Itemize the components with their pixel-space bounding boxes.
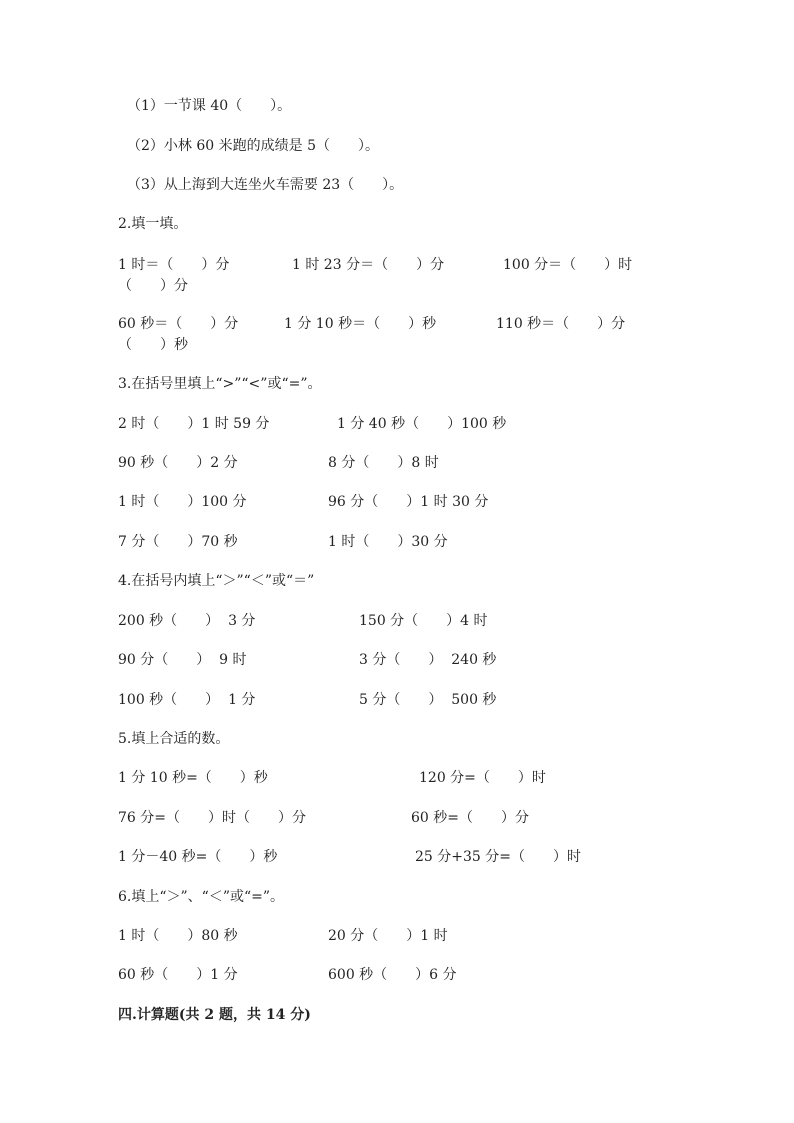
question-1-2: （2）小林 60 米跑的成绩是 5（ ）。 bbox=[127, 138, 379, 154]
section-2-title: 2.填一填。 bbox=[118, 216, 188, 232]
section-6-title: 6.填上“＞”、“＜”或“=”。 bbox=[118, 889, 285, 905]
section-2-row2-c: 110 秒＝（ ）分 bbox=[496, 316, 626, 332]
section-2-row1-a: 1 时＝（ ）分 bbox=[118, 257, 230, 273]
section-2-row1-c-cont: （ ）分 bbox=[118, 278, 188, 294]
section-3-row3-a: 1 时（ ）100 分 bbox=[118, 494, 247, 510]
section-6-row1-a: 1 时（ ）80 秒 bbox=[118, 928, 238, 944]
section-4-row3-b: 5 分（ ） 500 秒 bbox=[359, 692, 497, 708]
section-4-row3-a: 100 秒（ ） 1 分 bbox=[118, 692, 256, 708]
section-5-row3-a: 1 分－40 秒=（ ）秒 bbox=[118, 849, 278, 865]
question-1-1: （1）一节课 40（ ）。 bbox=[127, 98, 292, 114]
section-3-row1-b: 1 分 40 秒（ ）100 秒 bbox=[337, 416, 507, 432]
section-2-row1-c: 100 分＝（ ）时 bbox=[503, 257, 633, 273]
section-4-row2-a: 90 分（ ） 9 时 bbox=[118, 652, 247, 668]
section-2-row2-a: 60 秒＝（ ）分 bbox=[118, 316, 239, 332]
section-4-row1-a: 200 秒（ ） 3 分 bbox=[118, 613, 256, 629]
question-1-3: （3）从上海到大连坐火车需要 23（ ）。 bbox=[127, 177, 404, 193]
section-3-row4-b: 1 时（ ）30 分 bbox=[328, 534, 448, 550]
section-4-row1-b: 150 分（ ）4 时 bbox=[359, 613, 488, 629]
section-3-row2-b: 8 分（ ）8 时 bbox=[328, 455, 439, 471]
section-2-row2-b: 1 分 10 秒＝（ ）秒 bbox=[284, 316, 437, 332]
section-3-row3-b: 96 分（ ）1 时 30 分 bbox=[328, 494, 489, 510]
section-6-row2-b: 600 秒（ ）6 分 bbox=[328, 967, 457, 983]
section-4-row2-b: 3 分（ ） 240 秒 bbox=[359, 652, 497, 668]
section-6-row2-a: 60 秒（ ）1 分 bbox=[118, 967, 238, 983]
section-3-row1-a: 2 时（ ）1 时 59 分 bbox=[118, 416, 270, 432]
section-5-row1-b: 120 分=（ ）时 bbox=[419, 770, 546, 786]
section-3-row4-a: 7 分（ ）70 秒 bbox=[118, 534, 238, 550]
section-2-row2-c-cont: （ ）秒 bbox=[118, 337, 188, 353]
section-calc-heading: 四.计算题(共 2 题，共 14 分) bbox=[118, 1007, 311, 1023]
section-6-row1-b: 20 分（ ）1 时 bbox=[328, 928, 448, 944]
section-5-row2-b: 60 秒=（ ）分 bbox=[411, 810, 529, 826]
section-5-row3-b: 25 分+35 分=（ ）时 bbox=[415, 849, 581, 865]
section-4-title: 4.在括号内填上“＞”“＜”或“＝” bbox=[118, 573, 315, 589]
section-5-row1-a: 1 分 10 秒=（ ）秒 bbox=[118, 770, 268, 786]
section-3-row2-a: 90 秒（ ）2 分 bbox=[118, 455, 238, 471]
section-5-row2-a: 76 分=（ ）时（ ）分 bbox=[118, 810, 306, 826]
section-5-title: 5.填上合适的数。 bbox=[118, 731, 230, 747]
section-3-title: 3.在括号里填上“>”“<”或“=”。 bbox=[118, 376, 322, 392]
section-2-row1-b: 1 时 23 分＝（ ）分 bbox=[292, 257, 445, 273]
